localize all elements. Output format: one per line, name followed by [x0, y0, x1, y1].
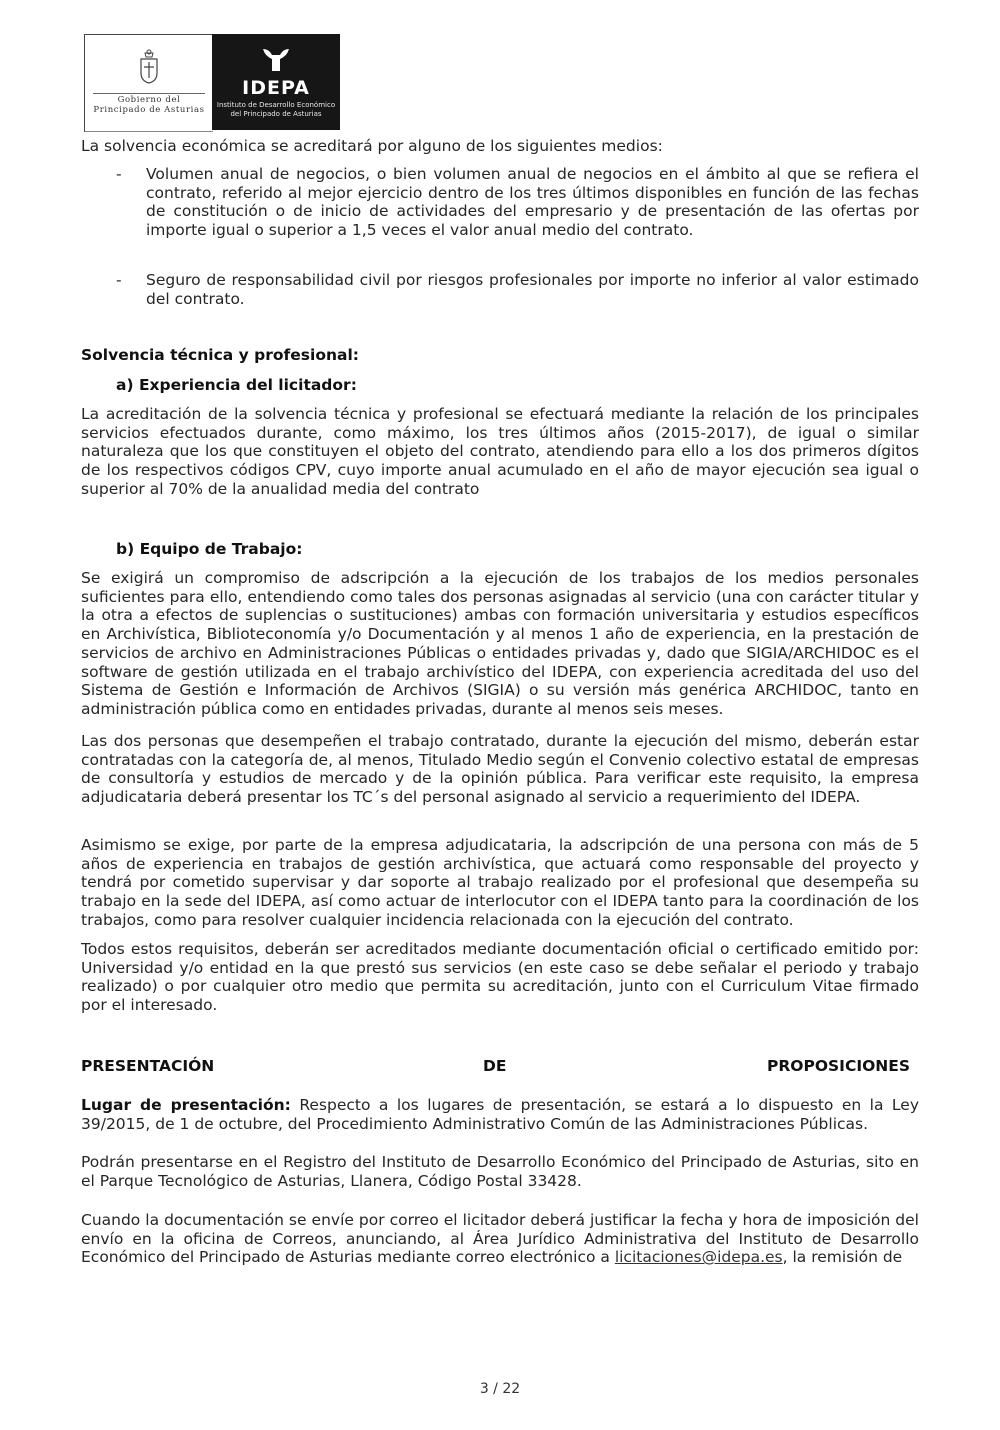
work-team-paragraph-3: Asimismo se exige, por parte de la empresa adjudicataria, la adscripción de una persona con más de 5 años de experiencia en trabajos de gestión archivística, que actuará como responsable del proyecto y tendrá por cometido supervisar y dar soporte al trabajo realizado por el profesional que desempeña su trabajo en la sede del IDEPA, así como actuar de interlocutor con el IDEPA tanto para la coordinación de los trabajos, como para resolver cualquier incidencia relacionada con la ejecución del contrato. — [81, 836, 919, 929]
idepa-subtitle-line1: Instituto de Desarrollo Económico — [216, 101, 336, 109]
presentation-heading-word-2: DE — [483, 1057, 507, 1075]
presentation-place-text: Respecto a los lugares de presentación, se estará a lo dispuesto en la Ley 39/2015, de 1 de octubre, del Procedimiento Administrativo Común de las Administraciones Públicas. — [81, 1096, 919, 1133]
presentation-place-paragraph — [81, 1096, 919, 1133]
mail-text-end: , la remisión de — [782, 1248, 903, 1267]
presentation-place-label: Lugar de presentación: — [81, 1096, 291, 1114]
work-team-paragraph-2: Las dos personas que desempeñen el trabajo contratado, durante la ejecución del mismo, deberán estar contratadas con la categoría de, al menos, Titulado Medio según el Convenio colectivo estatal de empresas de consultoría y estudios de mercado y de la opinión pública. Para verificar este requisito, la empresa adjudicataria deberá presentar los TC´s del personal asignado al servicio a requerimiento del IDEPA. — [81, 732, 919, 807]
idepa-logo — [212, 34, 340, 130]
page-number: 3 / 22 — [479, 1381, 521, 1397]
government-name-line2: Principado de Asturias — [93, 105, 205, 115]
technical-solvency-heading: Solvencia técnica y profesional: — [81, 346, 359, 364]
coat-of-arms-icon — [137, 49, 161, 89]
bullet-dash: - — [116, 165, 122, 183]
email-link[interactable]: licitaciones@idepa.es — [614, 1248, 783, 1267]
government-logo — [84, 34, 213, 132]
idepa-emblem-icon — [261, 45, 291, 73]
experience-paragraph: La acreditación de la solvencia técnica y profesional se efectuará mediante la relación de los principales servicios efectuados durante, como máximo, los tres últimos años (2015-2017), de igual o similar naturaleza que los que constituyen el objeto del contrato, atendiendo para ello a los dos primeros dígitos de los respectivos códigos CPV, cuyo importe anual acumulado en el año de mayor ejecución sea igual o superior al 70% de la anualidad media del contrato — [81, 405, 919, 498]
work-team-paragraph-4: Todos estos requisitos, deberán ser acreditados mediante documentación oficial o certificado emitido por: Universidad y/o entidad en la que prestó sus servicios (en este caso se debe señalar el periodo y trabajo realizado) o por cualquier otro medio que permita su acreditación, junto con el Curriculum Vitae firmado por el interesado. — [81, 940, 919, 1015]
header-logos — [84, 34, 340, 130]
presentation-heading-word-3: PROPOSICIONES — [767, 1057, 910, 1075]
registry-paragraph: Podrán presentarse en el Registro del Instituto de Desarrollo Económico del Principado de Asturias, sito en el Parque Tecnológico de Asturias, Llanera, Código Postal 33428. — [81, 1153, 919, 1190]
idepa-subtitle-line2: del Principado de Asturias — [230, 110, 322, 118]
experience-subheading: a) Experiencia del licitador: — [116, 376, 357, 394]
government-name-line1: Gobierno del — [117, 95, 181, 105]
economic-solvency-bullet-1: Volumen anual de negocios, o bien volumen anual de negocios en el ámbito al que se refiera el contrato, referido al mejor ejercicio dentro de los tres últimos disponibles en función de las fechas de constitución o de inicio de actividades del empresario y de presentación de las ofertas por importe igual o superior a 1,5 veces el valor anual medio del contrato. — [146, 165, 919, 240]
bullet-dash: - — [116, 271, 122, 289]
presentation-heading-word-1: PRESENTACIÓN — [81, 1057, 215, 1075]
economic-solvency-intro: La solvencia económica se acreditará por alguno de los siguientes medios: — [81, 137, 663, 155]
idepa-wordmark: IDEPA — [242, 77, 310, 99]
mail-paragraph — [81, 1211, 919, 1267]
economic-solvency-bullet-2: Seguro de responsabilidad civil por riesgos profesionales por importe no inferior al valor estimado del contrato. — [146, 271, 919, 308]
mail-text-start: Cuando la documentación se envíe por correo el licitador deberá justificar la fecha y hora de imposición del envío en la oficina de Correos, anunciando, al Área Jurídico Administrativa del Instituto de Desarrollo Económico del Principado de Asturias mediante correo electrónico a — [81, 1211, 919, 1267]
work-team-subheading: b) Equipo de Trabajo: — [116, 540, 303, 558]
work-team-paragraph-1: Se exigirá un compromiso de adscripción a la ejecución de los trabajos de los medios personales suficientes para ello, entendiendo como tales dos personas asignadas al servicio (una con carácter titular y la otra a efectos de suplencias o sustituciones) ambas con formación universitaria y estudios específicos en Archivística, Biblioteconomía y/o Documentación y al menos 1 año de experiencia, en la prestación de servicios de archivo en Administraciones Públicas o entidades privadas y, dado que SIGIA/ARCHIDOC es el software de gestión utilizada en el trabajo archivístico del IDEPA, con experiencia acreditada del uso del Sistema de Gestión e Información de Archivos (SIGIA) o su versión más genérica ARCHIDOC, tanto en administración pública como en entidades privadas, durante al menos seis meses. — [81, 569, 919, 718]
